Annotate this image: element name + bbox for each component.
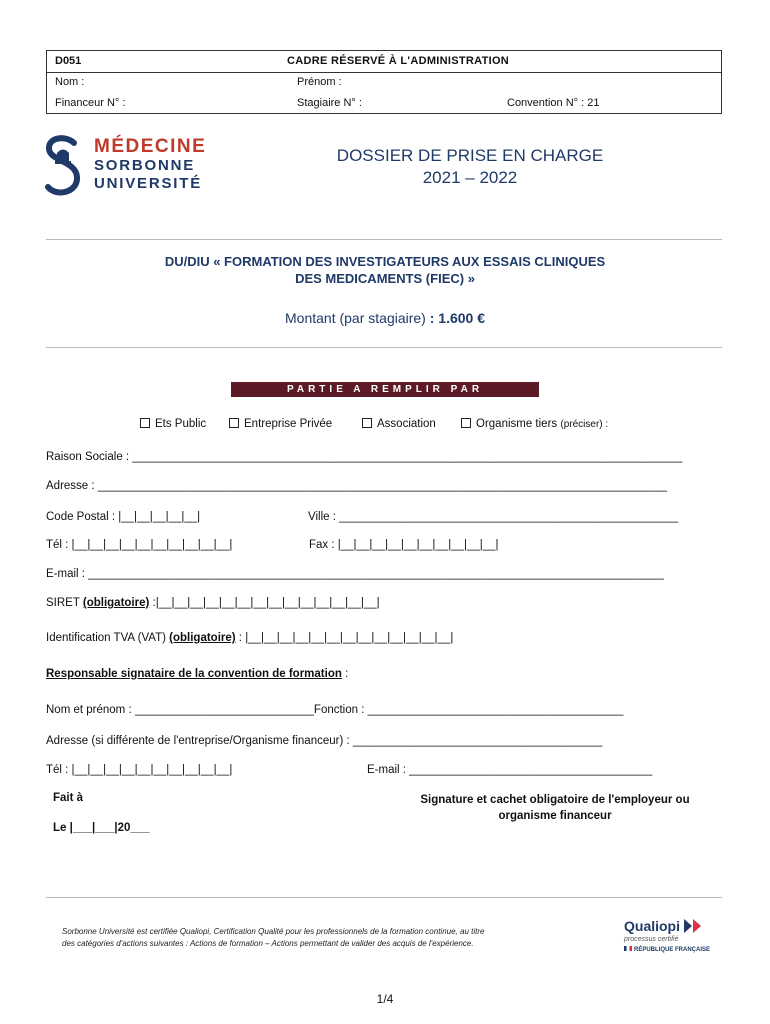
price-label: Montant (par stagiaire) [285,310,426,326]
qualiopi-statement: Sorbonne Université est certifiée Qualiopi, Certification Qualité pour les professionnels de la formation continue, au titre des catégories d'actions suivantes : Actions de formation – Actions permettant de valider des acquis de l'expérience. [62,927,485,948]
adresse-field[interactable]: Adresse : _________________________________________________________________________________________ [46,480,667,492]
admin-stagiaire-field[interactable]: Stagiaire N° : [297,97,362,109]
qualiopi-arrows-icon [684,919,704,933]
checkbox-entreprise-privee[interactable]: Entreprise Privée [229,418,332,430]
program-title-line2: DES MEDICAMENTS (FIEC) » [295,271,475,286]
tva-field[interactable]: Identification TVA (VAT) (obligatoire) : |__|__|__|__|__|__|__|__|__|__|__|__|__| [46,632,454,644]
french-flag-icon [624,946,632,951]
page-number: 1/4 [376,992,394,1006]
document-title [300,145,640,189]
admin-box [46,50,722,114]
responsable-heading: Responsable signataire de la convention de formation : [46,668,349,680]
email-field[interactable]: E-mail : __________________________________________________________________________________________ [46,568,664,580]
signature-block[interactable]: Signature et cachet obligatoire de l'employeur ou organisme financeur [420,794,690,822]
logo-universite: UNIVERSITÉ [94,175,203,192]
admin-nom-field[interactable]: Nom : [55,76,85,88]
section-banner-employer: PARTIE A REMPLIR PAR L'EMPLOYEUR [231,382,539,397]
checkbox-association[interactable]: Association [362,418,436,430]
price [60,310,710,326]
divider [46,239,722,240]
qualiopi-logo: Qualiopi processus certifié RÉPUBLIQUE FRANÇAISE [624,918,711,953]
siret-field[interactable]: SIRET (obligatoire) :|__|__|__|__|__|__|__|__|__|__|__|__|__|__| [46,597,380,609]
logo-medecine: MÉDECINE [94,136,207,157]
responsable-adresse-field[interactable]: Adresse (si différente de l'entreprise/Organisme financeur) : _______________________________________ [46,735,603,747]
admin-financeur-field[interactable]: Financeur N° : [55,97,126,109]
checkbox-icon[interactable] [229,418,239,428]
raison-sociale-field[interactable]: Raison Sociale : ______________________________________________________________________________________ [46,451,683,463]
tel-field[interactable]: Tél : |__|__|__|__|__|__|__|__|__|__| [46,539,233,551]
divider [46,897,722,898]
price-value: : 1.600 € [425,310,485,326]
logo-sorbonne: SORBONNE [94,157,196,174]
form-code: D051 [55,55,82,67]
checkbox-ets-public[interactable]: Ets Public [140,418,206,430]
divider [46,347,722,348]
admin-title: CADRE RÉSERVÉ À L'ADMINISTRATION [287,55,510,67]
responsable-nom-fonction-field[interactable]: Nom et prénom : ____________________________Fonction : ________________________________________ [46,704,624,716]
document-title-line1: DOSSIER DE PRISE EN CHARGE [336,146,604,165]
date-field[interactable]: Le |___|___|20___ [53,822,150,834]
checkbox-icon[interactable] [140,418,150,428]
program-title-line1: DU/DIU « FORMATION DES INVESTIGATEURS AUX ESSAIS CLINIQUES [164,254,606,269]
admin-convention-field: Convention N° : 21 [507,97,600,109]
document-title-year: 2021 – 2022 [422,168,518,187]
code-postal-field[interactable]: Code Postal : |__|__|__|__|__| [46,511,201,523]
responsable-tel-field[interactable]: Tél : |__|__|__|__|__|__|__|__|__|__| [46,764,233,776]
admin-header [47,51,721,73]
fait-a-field[interactable]: Fait à [53,792,84,804]
program-title [60,253,710,287]
admin-prenom-field[interactable]: Prénom : [297,76,342,88]
ville-field[interactable]: Ville : _____________________________________________________ [308,511,679,523]
responsable-email-field[interactable]: E-mail : ______________________________________ [367,764,653,776]
sorbonne-logo-icon [44,135,82,197]
checkbox-organisme-tiers[interactable]: Organisme tiers (préciser) : [461,418,608,430]
checkbox-icon[interactable] [362,418,372,428]
fax-field[interactable]: Fax : |__|__|__|__|__|__|__|__|__|__| [309,539,499,551]
checkbox-icon[interactable] [461,418,471,428]
